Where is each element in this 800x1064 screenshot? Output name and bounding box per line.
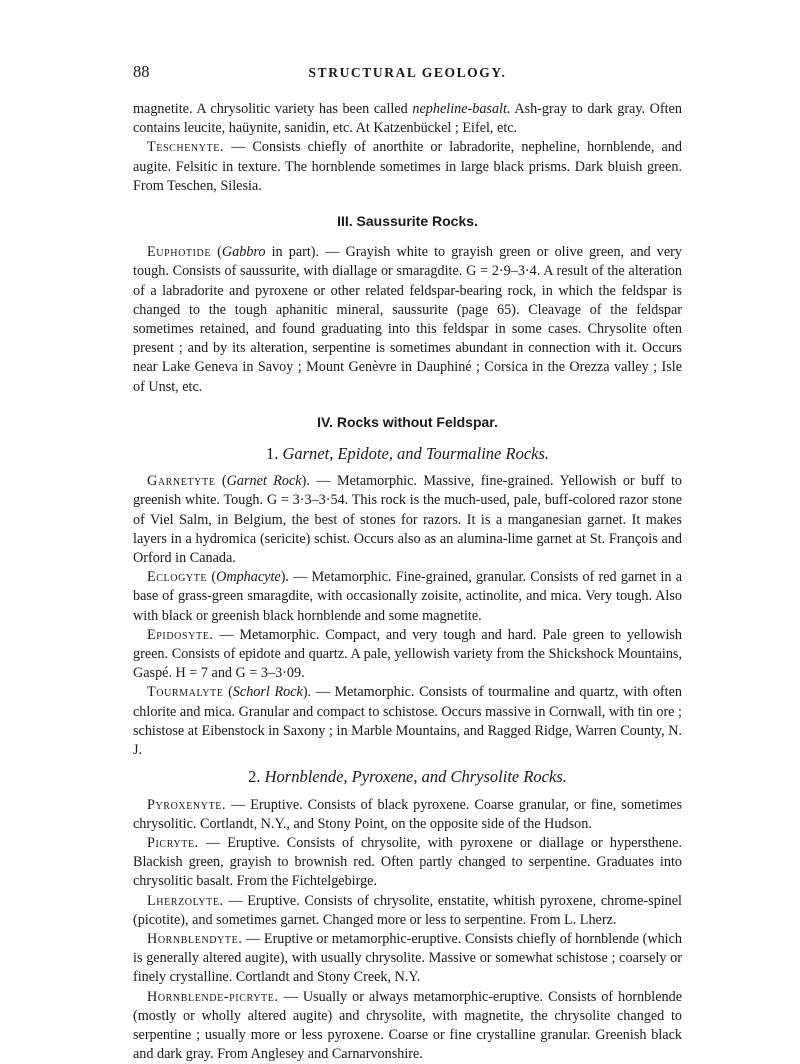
entry-pyroxenyte: [133, 796, 682, 834]
entry-name: Hornblende-picryte.: [147, 988, 279, 1005]
entry-paren: in part).: [265, 244, 320, 261]
entry-paren: ).: [280, 569, 289, 586]
entry-name: Eclogyte: [147, 569, 208, 586]
entry-alt-name: Gabbro: [221, 244, 266, 261]
entry-text: — Usually or always metamorphic-eruptive. Consists of hornblende (mostly or wholly altered augite) and chrysolite, with magnetite, the chrysolite changed to serpentine ; usually more or less pyroxene. Coarse or fine crystalline granular. Greenish black and dark gray. From Anglesey and Carnarvonshire.: [133, 988, 682, 1063]
page-number: 88: [133, 62, 150, 81]
entry-text: — Eruptive or metamorphic-eruptive. Consists chiefly of hornblende (which is generally altered augite), with usually chrysolite. Massive or somewhat schistose ; coarsely or finely crystalline. Cortlandt and Stony Creek, N.Y.: [133, 930, 682, 986]
section-heading-saussurite: III. Saussurite Rocks.: [337, 213, 478, 230]
entry-paren: (: [215, 473, 227, 490]
intro-term: nepheline-basalt.: [412, 101, 511, 117]
entry-paren: (: [211, 244, 222, 261]
entry-text: — Metamorphic. Consists of tourmaline and quartz, with often chlorite and mica. Granular and compact to schistose. Occurs massive in Cornwall, with tin ore ; schistose at Eibenstock in Saxony ; in Marble Mountains, and Ragged Ridge, Warren County, N. J.: [133, 684, 682, 759]
sub-heading-garnet-epidote-tourmaline: [133, 444, 682, 463]
running-head: [133, 62, 682, 84]
entry-hornblende-picryte: [133, 988, 682, 1064]
entry-text: — Metamorphic. Massive, fine-grained. Yellowish or buff to greenish white. Tough. G = 3·3–3·54. This rock is the much-used, pale, buff-colored razor stone of Viel Salm, in Belgium, the best of stones for razors. It is a manganesian garnet. It makes layers in a hydromica (sericite) schist. Occurs also as an alumina-lime garnet at St. François and Orford in Canada.: [133, 473, 682, 567]
entry-eclogyte: [133, 568, 682, 626]
entry-paren: (: [207, 569, 217, 586]
entry-name: Epidosyte.: [147, 626, 214, 643]
entry-paren: (: [223, 684, 233, 701]
entry-name: Pyroxenyte.: [147, 796, 227, 813]
sub-heading-number: 1.: [265, 444, 283, 464]
entry-tourmalyte: [133, 683, 682, 760]
entry-paren: ).: [302, 684, 312, 701]
entry-name: Garnetyte: [147, 473, 216, 490]
entry-paren: ).: [301, 473, 310, 490]
entry-name: Picryte.: [147, 834, 199, 851]
intro-paragraph: [133, 100, 682, 138]
intro-text-b: Ash-gray to dark gray. Often contains leucite, haüynite, sanidin, etc. At Katzenbückel ; Eifel, etc.: [133, 101, 682, 137]
entry-text: — Eruptive. Consists of chrysolite, with pyroxene or diallage or hypersthene. Blackish green, grayish to brownish red. Often partly changed to serpentine. Graduates into chrysolitic basalt. From the Fichtelgebirge.: [133, 834, 682, 890]
entry-text: — Grayish white to grayish green or olive green, and very tough. Consists of saussurite, with diallage or smaragdite. G = 2·9–3·4. A result of the alteration of a labradorite and pyroxene or other related feldspar-bearing rock, in which the feldspar is changed to the tough aphanitic mineral, saussurite (page 65). Cleavage of the feldspar sometimes retained, and found graduating into this feldspar in some cases. Chrysolite often present ; and by its alteration, serpentine is sometimes abundant in connection with it. Occurs near Lake Geneva in Savoy ; Mount Genèvre in Dauphiné ; Corsica in the Orezza valley ; Isle of Unst, etc.: [133, 244, 682, 395]
entry-alt-name: Omphacyte: [216, 569, 281, 586]
running-title: STRUCTURAL GEOLOGY.: [308, 65, 507, 80]
entry-teschenyte: [133, 138, 682, 196]
sub-heading-number: 2.: [248, 767, 265, 787]
entry-epidosyte: [133, 626, 682, 684]
entry-name: Hornblendyte.: [147, 930, 243, 947]
sub-heading-title: Hornblende, Pyroxene, and Chrysolite Rocks.: [264, 767, 567, 787]
sub-heading-hornblende-pyroxene-chrysolite: [133, 767, 682, 786]
entry-text: — Eruptive. Consists of black pyroxene. Coarse granular, or fine, sometimes chrysolitic. Cortlandt, N.Y., and Stony Point, on the opposite side of the Hudson.: [133, 796, 682, 832]
entry-name: Teschenyte.: [147, 139, 225, 156]
entry-alt-name: Garnet Rock: [226, 473, 302, 490]
section-heading-without-feldspar: IV. Rocks without Feldspar.: [317, 413, 498, 430]
entry-garnetyte: [133, 472, 682, 568]
entry-text: — Consists chiefly of anorthite or labradorite, nepheline, hornblende, and augite. Felsitic in texture. The hornblende sometimes in large black prisms. Dark bluish green. From Teschen, Silesia.: [133, 139, 682, 194]
entry-alt-name: Schorl Rock: [232, 684, 303, 701]
entry-text: — Metamorphic. Compact, and very tough and hard. Pale green to yellowish green. Consists of epidote and quartz. A pale, yellowish variety from the Shickshock Mountains, Gaspé. H = 7 and G = 3–3·09.: [133, 626, 682, 682]
entry-name: Euphotide: [147, 244, 212, 261]
intro-text-a: magnetite. A chrysolitic variety has been called: [133, 101, 413, 117]
entry-name: Lherzolyte.: [147, 892, 224, 909]
entry-picryte: [133, 834, 682, 892]
entry-lherzolyte: [133, 892, 682, 930]
entry-name: Tourmalyte: [147, 684, 224, 701]
entry-text: — Metamorphic. Fine-grained, granular. Consists of red garnet in a base of grass-green smaragdite, with occasionally zoisite, actinolite, and mica. Very tough. Also with black or greenish black hornblende and some magnetite.: [133, 569, 683, 624]
entry-euphotide: [133, 243, 682, 397]
entry-hornblendyte: [133, 930, 682, 988]
entry-text: — Eruptive. Consists of chrysolite, enstatite, whitish pyroxene, chrome-spinel (picotite), and sometimes garnet. Changed more or less to serpentine. From L. Lherz.: [133, 892, 682, 928]
sub-heading-title: Garnet, Epidote, and Tourmaline Rocks.: [282, 444, 550, 464]
